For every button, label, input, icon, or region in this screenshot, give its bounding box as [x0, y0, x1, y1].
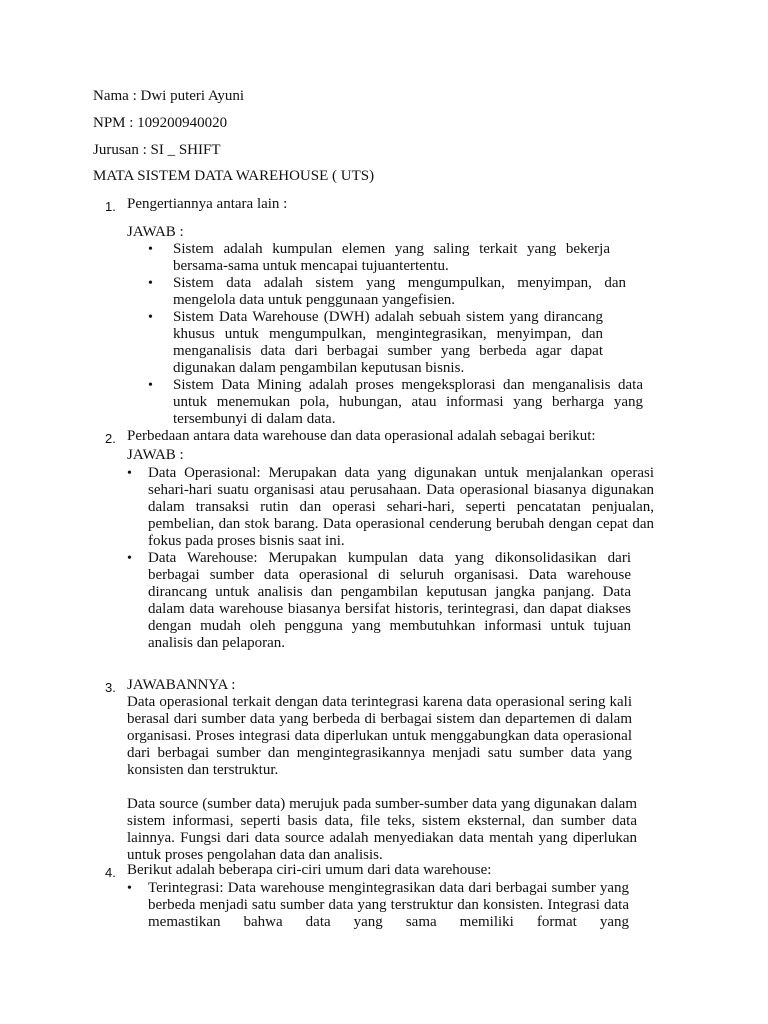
- q2-number: 2.: [105, 431, 116, 446]
- q1-question: Pengertiannya antara lain :: [127, 196, 288, 212]
- q1-jawab-label: JAWAB :: [127, 224, 184, 240]
- q3-number: 3.: [105, 680, 116, 695]
- q1-bullet-4: Sistem Data Mining adalah proses mengeksplorasi dan menganalisis data untuk menemukan pola, hubungan, atau informasi yang berharga yang tersembunyi di dalam data.: [173, 377, 643, 427]
- q3-paragraph-1: Data operasional terkait dengan data terintegrasi karena data operasional sering kali berasal dari sumber data yang berbeda di berbagai sistem dan departemen di dalam organisasi. Proses integrasi data diperlukan untuk menggabungkan data operasional dari berbagai sumber dan mengintegrasikannya menjadi satu sumber data yang konsisten dan terstruktur.: [127, 694, 632, 778]
- course-title: MATA SISTEM DATA WAREHOUSE ( UTS): [93, 168, 375, 184]
- q4-bullet-dot: •: [127, 881, 132, 896]
- q4-number: 4.: [105, 865, 116, 880]
- q2-bullet-dot: •: [127, 466, 132, 481]
- q1-number: 1.: [105, 199, 116, 214]
- q2-bullet-2: Data Warehouse: Merupakan kumpulan data yang dikonsolidasikan dari berbagai sumber data operasional di seluruh organisasi. Data warehouse dirancang untuk analisis dan pengambilan keputusan jangka panjang. Data dalam data warehouse biasanya bersifat historis, terintegrasi, dan dapat diakses dengan mudah oleh pengguna yang membutuhkan informasi untuk tujuan analisis dan pelaporan.: [148, 550, 631, 651]
- q2-jawab-label: JAWAB :: [127, 447, 184, 463]
- q3-heading: JAWABANNYA :: [127, 677, 236, 693]
- student-major: Jurusan : SI _ SHIFT: [93, 142, 221, 158]
- q1-bullet-1: Sistem adalah kumpulan elemen yang saling terkait yang bekerja bersama-sama untuk mencapai tujuantertentu.: [173, 241, 610, 274]
- student-npm: NPM : 109200940020: [93, 115, 228, 131]
- q1-bullet-2: Sistem data adalah sistem yang mengumpulkan, menyimpan, dan mengelola data untuk penggunaan yangefisien.: [173, 275, 626, 308]
- q1-bullet-dot: •: [148, 242, 153, 257]
- student-name: Nama : Dwi puteri Ayuni: [93, 88, 245, 104]
- q1-bullet-3: Sistem Data Warehouse (DWH) adalah sebuah sistem yang dirancang khusus untuk mengumpulkan, mengintegrasikan, menyimpan, dan menganalisis data dari berbagai sumber yang berbeda agar dapat digunakan dalam pengambilan keputusan bisnis.: [173, 309, 603, 376]
- q1-bullet-dot: •: [148, 276, 153, 291]
- q2-bullet-1: Data Operasional: Merupakan data yang digunakan untuk menjalankan operasi sehari-hari suatu organisasi atau perusahaan. Data operasional biasanya digunakan dalam transaksi rutin dan operasi sehari-hari, seperti pencatatan penjualan, pembelian, dan stok barang. Data operasional cenderung berubah dengan cepat dan fokus pada proses bisnis saat ini.: [148, 465, 654, 549]
- q2-question: Perbedaan antara data warehouse dan data operasional adalah sebagai berikut:: [127, 428, 596, 444]
- q1-bullet-dot: •: [148, 378, 153, 393]
- q4-question: Berikut adalah beberapa ciri-ciri umum dari data warehouse:: [127, 862, 492, 878]
- q2-bullet-dot: •: [127, 551, 132, 566]
- q1-bullet-dot: •: [148, 310, 153, 325]
- q3-paragraph-2: Data source (sumber data) merujuk pada sumber-sumber data yang digunakan dalam sistem informasi, seperti basis data, file teks, sistem eksternal, dan sumber data lainnya. Fungsi dari data source adalah menyediakan data mentah yang diperlukan untuk proses pengolahan data dan analisis.: [127, 796, 637, 863]
- q4-bullet-1: Terintegrasi: Data warehouse mengintegrasikan data dari berbagai sumber yang berbeda menjadi satu sumber data yang terstruktur dan konsisten. Integrasi data memastikan bahwa data yang sama memiliki format yang: [148, 880, 629, 930]
